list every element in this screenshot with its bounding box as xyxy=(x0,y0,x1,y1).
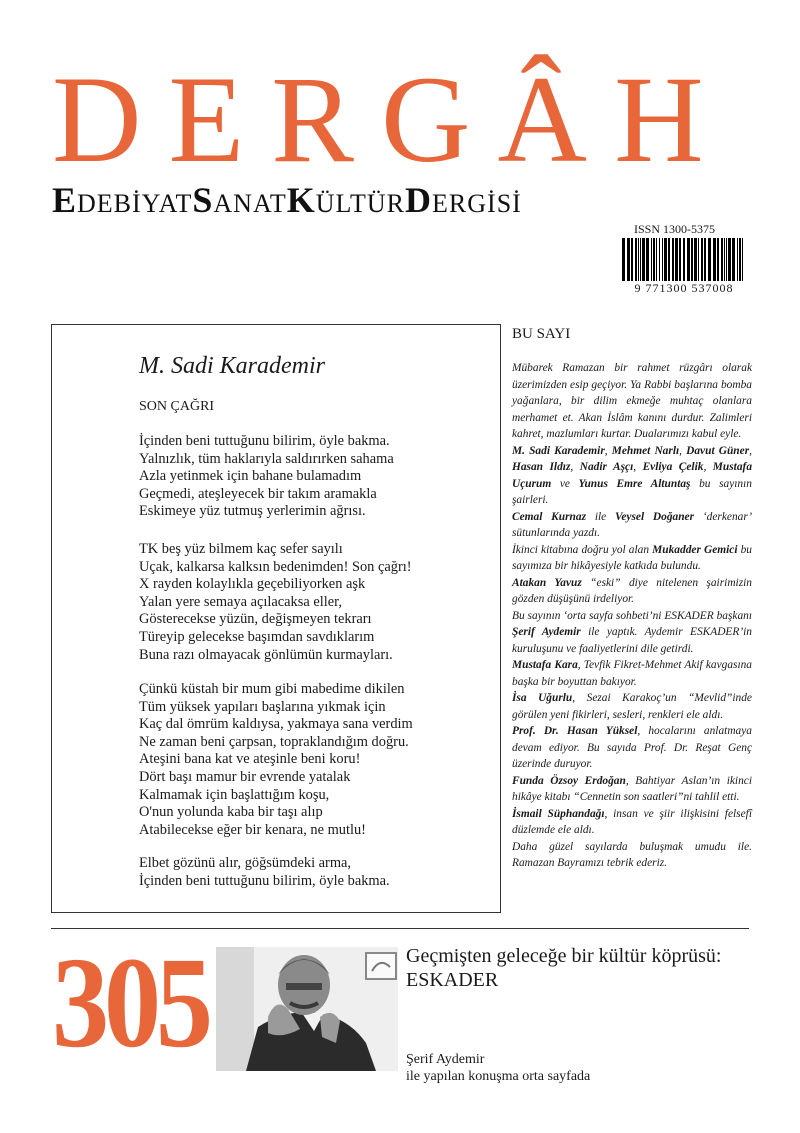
caption-text: ile yapılan konuşma orta sayfada xyxy=(406,1069,591,1084)
sidebar-paragraph xyxy=(512,806,752,839)
poem-line: İçinden beni tuttuğunu bilirim, öyle bakma. xyxy=(139,872,390,889)
poem-box xyxy=(51,324,501,913)
poem-line: Azla yetinmek için bahane bulamadım xyxy=(139,468,362,485)
sidebar-text-run: , xyxy=(703,461,713,473)
sidebar-text-run: , Bahtiyar Aslan’ın ikinci hikâye kitabı “Cennetin son saatleri”ni tahlil etti. xyxy=(512,774,752,803)
contributor-name: Funda Özsoy Erdoğan xyxy=(512,774,626,787)
contributor-name: Mustafa Kara xyxy=(512,659,578,671)
contributor-name: Yunus Emre Altuntaş xyxy=(578,477,691,490)
sidebar-paragraph xyxy=(512,575,752,608)
subtitle-word: DEBİYAT xyxy=(77,189,193,218)
poem-line: Kaç dal ömrüm kaldıysa, yakmaya sana verdim xyxy=(139,716,413,733)
sidebar-paragraph xyxy=(512,773,752,806)
sidebar-text-run: İkinci kitabına doğru yol alan xyxy=(512,543,653,556)
contributor-name: Mehmet Narlı xyxy=(611,444,680,457)
feature-caption xyxy=(406,1051,750,1085)
poem-line: Atabilecekse eğer bir kenara, ne mutlu! xyxy=(139,821,366,838)
sidebar-paragraph xyxy=(512,443,752,509)
masthead xyxy=(0,51,800,188)
sidebar-paragraph xyxy=(512,360,752,443)
poem-line: Türeyip gelecekse başımdan savdıklarım xyxy=(139,628,375,645)
sidebar-paragraph xyxy=(512,690,752,723)
contributor-name: Veysel Doğaner xyxy=(615,510,695,523)
poem-line: Çünkü küstah bir mum gibi mabedime dikilen xyxy=(139,681,405,697)
subtitle-word: ANAT xyxy=(213,189,287,218)
sidebar-text-run: , Sezai Karakoç’un “Mevlid”inde görülen yeni fikirleri, sesleri, renkleri ele aldı. xyxy=(512,692,752,721)
sidebar-paragraph xyxy=(512,608,752,658)
poem-line: Uçak, kalkarsa kalksın bedenimden! Son çağrı! xyxy=(139,558,412,575)
barcode-digits: 9 771300 537008 xyxy=(618,281,750,296)
sidebar-text-run: bu sayımıza bir hikâyesiyle katkıda bulundu. xyxy=(512,543,752,572)
sidebar-text-run: “eski” diye nitelenen şairimizin gözden düşüşünü irdeliyor. xyxy=(512,576,752,605)
poem-line: Yalnızlık, tüm haklarıyla saldırırken sahama xyxy=(139,450,394,467)
sidebar-text-run: , hocalarını anlatmaya devam ediyor. Bu sayıda Prof. Dr. Reşat Genç üzerinde duruyor. xyxy=(512,725,752,770)
subtitle-initial: E xyxy=(52,180,78,220)
sidebar-paragraph xyxy=(512,839,752,872)
subtitle-initial: D xyxy=(405,180,433,220)
poem-line: Yalan yere semaya açılacaksa eller, xyxy=(139,593,342,610)
poem-author: M. Sadi Karademir xyxy=(139,353,325,379)
issn-number: ISSN 1300-5375 xyxy=(634,222,716,236)
poem-line: Tüm yüksek yapıları başlarına yıkmak için xyxy=(139,698,386,715)
subtitle-initial: S xyxy=(192,180,214,220)
contributor-name: Şerif Aydemir xyxy=(512,626,581,638)
sidebar-heading: BU SAYI xyxy=(512,326,571,342)
sidebar-text-run: Daha güzel sayılarda buluşmak umudu ile. Ramazan Bayramızı tebrik ederiz. xyxy=(512,840,752,869)
sidebar-text xyxy=(512,360,752,872)
contributor-name: Prof. Dr. Hasan Yüksel xyxy=(512,725,638,737)
poem-line: Ateşini bana kat ve ateşinle beni koru! xyxy=(139,751,361,768)
subtitle-word: ERGİSİ xyxy=(432,189,522,218)
contributor-name: Davut Güner xyxy=(686,444,750,457)
poem-line: Geçmedi, ateşleyecek bir takım aramakla xyxy=(139,485,377,502)
interview-photo xyxy=(216,947,398,1071)
contributor-name: Cemal Kurnaz xyxy=(512,510,587,523)
poem-stanza xyxy=(139,541,489,664)
contributor-name: M. Sadi Karademir xyxy=(512,444,605,457)
issue-number: 305 xyxy=(52,931,208,1075)
contributor-name: Mukadder Gemici xyxy=(652,543,738,556)
poem-stanza xyxy=(139,681,489,839)
sidebar-text-run: , xyxy=(679,444,687,457)
contributor-name: Atakan Yavuz xyxy=(512,576,582,589)
poem-line: Eskimeye yüz tutmuş yerlerimin ağrısı. xyxy=(139,503,366,520)
sidebar-text-run: ‘derkenar’ sütunlarında yazdı. xyxy=(512,510,752,539)
sidebar-text-run: , xyxy=(749,444,752,457)
contributor-name: Evliya Çelik xyxy=(642,461,704,473)
sidebar-text-run: , xyxy=(604,444,612,457)
sidebar-text-run: Mübarek Ramazan bir rahmet rüzgârı olarak üzerimizden esip geçiyor. Ya Rabbi başlarına bomba yağanlara, bir dilim ekmeğe muhtaç olanlara merhamet et. Akan İslâm kanını durdur. Zalimleri kahret, mazlumları kurtar. Dualarımızı kabul eyle. xyxy=(512,362,752,440)
poem-line: O'nun yolunda kaba bir taşı alıp xyxy=(139,804,323,821)
contributor-name: İsmail Süphandağı xyxy=(512,807,605,820)
sidebar-text-run: ve xyxy=(551,477,579,490)
sidebar-text-run: ile yaptık. Aydemir ESKADER’in kuruluşunu ve faaliyetlerini dile getirdi. xyxy=(512,626,752,655)
sidebar-text-run: ile xyxy=(586,510,616,523)
poem-line: Kalmamak için başlattığım koşu, xyxy=(139,786,330,803)
sidebar-paragraph xyxy=(512,542,752,575)
poem-stanza xyxy=(139,855,489,890)
poem-line: İçinden beni tuttuğunu bilirim, öyle bakma. xyxy=(139,433,390,449)
feature-headline: Geçmişten geleceğe bir kültür köprüsü: ESKADER xyxy=(406,945,722,991)
subtitle-word: ÜLTÜR xyxy=(315,189,406,218)
poem-line: Gösterecekse yüzün, değişmeyen tekrarı xyxy=(139,611,372,628)
contributor-name: Nadir Aşçı xyxy=(579,461,634,473)
contributor-name: İsa Uğurlu xyxy=(512,692,573,704)
subtitle-initial: K xyxy=(286,180,316,220)
sidebar-text-run: , xyxy=(633,461,643,473)
poem-line: Dört başı mamur bir evrende yatalak xyxy=(139,768,351,785)
poem-line: Ne zaman beni çarpsan, topraklandığım doğru. xyxy=(139,733,409,750)
contributor-name: Mustafa Uçurum xyxy=(512,461,753,490)
poem-line: X rayden kolaylıkla geçebiliyorken aşk xyxy=(139,576,366,593)
magazine-subtitle xyxy=(52,182,752,222)
sidebar-text-run: , xyxy=(570,461,580,473)
magazine-title: DERGÂH xyxy=(52,51,731,188)
poem-line: Buna razı olmayacak gönlümün kurmayları. xyxy=(139,646,393,663)
sidebar-text-run: , Tevfik Fikret-Mehmet Akif kavgasına başka bir boyuttan bakıyor. xyxy=(512,659,752,688)
poem-line: TK beş yüz bilmem kaç sefer sayılı xyxy=(139,541,343,557)
sidebar-paragraph xyxy=(512,657,752,690)
sidebar-paragraph xyxy=(512,509,752,542)
poem-line: Elbet gözünü alır, göğsümdeki arma, xyxy=(139,855,352,871)
divider xyxy=(51,928,749,929)
sidebar-text-run: , insan ve şiir ilişkisini felsefî düzlemde ele aldı. xyxy=(512,807,752,836)
poem-title: SON ÇAĞRI xyxy=(139,399,215,414)
contributor-name: Hasan Ildız xyxy=(512,461,571,473)
sidebar-text-run: bu sayının şairleri. xyxy=(512,477,752,506)
caption-name: Şerif Aydemir xyxy=(406,1052,485,1067)
sidebar-paragraph xyxy=(512,723,752,773)
sidebar-text-run: Bu sayının ‘orta sayfa sohbeti’ni ESKADER başkanı xyxy=(512,609,752,622)
poem-stanza xyxy=(139,433,489,521)
